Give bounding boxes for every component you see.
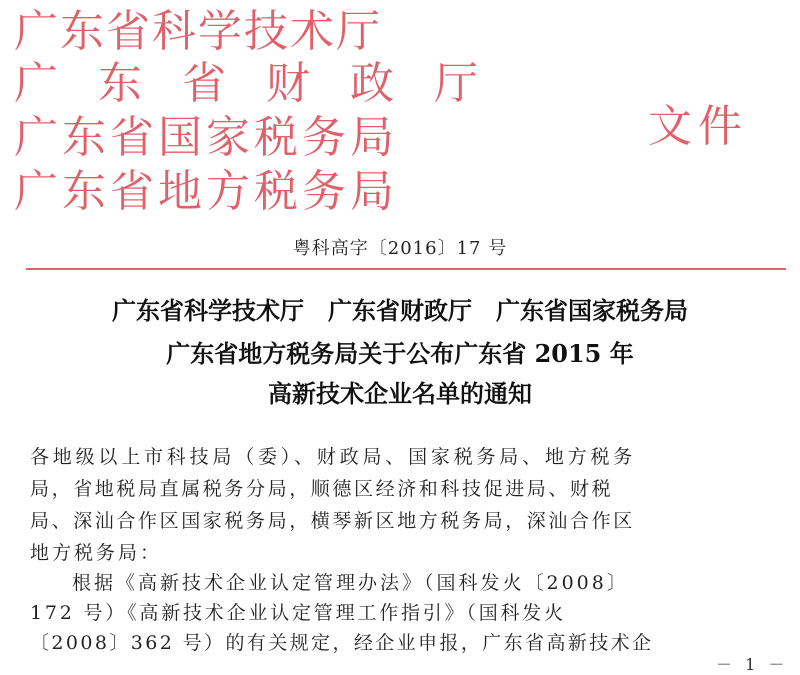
issuer-national-tax-bureau: 广东省国家税务局	[14, 112, 398, 163]
body-line-4: 地方税务局：	[30, 542, 163, 564]
title-line-1: 广东省科学技术厅 广东省财政厅 广东省国家税务局	[112, 296, 688, 325]
title-line-3: 高新技术企业名单的通知	[268, 379, 532, 408]
body-line-5: 根据《高新技术企业认定管理办法》（国科发火〔2008〕	[72, 572, 629, 594]
issuer-local-tax-bureau: 广东省地方税务局	[14, 166, 398, 217]
issuer-science-tech-dept: 广东省科学技术厅	[14, 6, 382, 57]
body-line-7: 〔2008〕362 号）的有关规定，经企业申报，广东省高新技术企	[30, 632, 654, 654]
document-number: 粤科高字〔2016〕17 号	[292, 238, 508, 259]
title-line-2: 广东省地方税务局关于公布广东省 2015 年	[166, 339, 634, 368]
body-line-6: 172 号）《高新技术企业认定管理工作指引》（国科发火	[30, 602, 566, 624]
body-line-3: 局、深汕合作区国家税务局，横琴新区地方税务局，深汕合作区	[30, 510, 635, 532]
document-type-label: 文件	[648, 101, 748, 152]
page-number: － 1 －	[716, 655, 789, 674]
body-line-2: 局，省地税局直属税务分局，顺德区经济和科技促进局、财税	[30, 478, 614, 500]
body-line-1: 各地级以上市科技局（委）、财政局、国家税务局、地方税务	[30, 446, 637, 468]
red-divider-line	[26, 268, 786, 270]
issuer-finance-dept: 广东省财政厅	[14, 58, 518, 109]
